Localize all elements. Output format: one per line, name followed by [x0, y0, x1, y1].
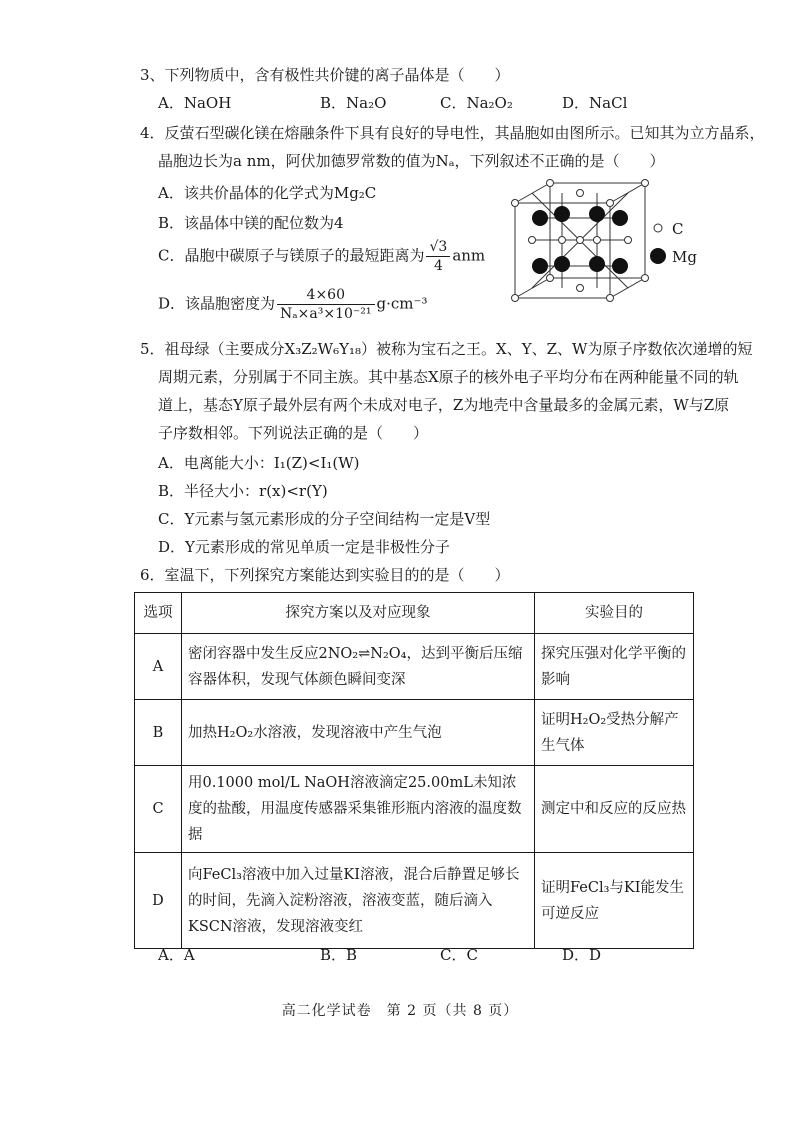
q6-table-row: [135, 634, 694, 700]
q6-table: [134, 592, 694, 949]
q6-header-option: 选项: [135, 593, 182, 634]
q5-option-a: A．电离能大小：I₁(Z)<I₁(W): [158, 454, 360, 472]
q5-stem-line1: 5．祖母绿（主要成分X₃Z₂W₆Y₁₈）被称为宝石之王。X、Y、Z、W为原子序数依次递增的短: [140, 340, 753, 358]
q6-option-b: B．B: [320, 946, 358, 964]
q6-option-a: A．A: [158, 946, 195, 964]
q6-table-row: [135, 766, 694, 853]
q6-row-c-option: C: [135, 766, 182, 853]
q4-option-d-denominator: Nₐ×a³×10⁻²¹: [280, 306, 372, 322]
q4-option-c: [158, 238, 485, 275]
q5-option-b: B．半径大小：r(x)<r(Y): [158, 482, 328, 500]
q6-row-c-plan: 用0.1000 mol/L NaOH溶液滴定25.00mL未知浓度的盐酸，用温度传感器采集锥形瓶内溶液的温度数据: [182, 766, 535, 853]
page-footer: 高二化学试卷 第 2 页（共 8 页）: [281, 1003, 519, 1019]
q6-row-b-plan: 加热H₂O₂水溶液，发现溶液中产生气泡: [182, 700, 535, 766]
q3-option-c: C．Na₂O₂: [440, 94, 513, 112]
q5-option-d: D．Y元素形成的常见单质一定是非极性分子: [158, 538, 450, 556]
q4-option-c-denominator: 4: [433, 258, 443, 274]
q4-option-d: [158, 286, 427, 323]
q5-option-c: C．Y元素与氢元素形成的分子空间结构一定是V型: [158, 510, 491, 528]
q4-option-d-numerator: 4×60: [277, 286, 375, 305]
q4-option-a: A．该共价晶体的化学式为Mg₂C: [158, 184, 377, 202]
q6-row-a-option: A: [135, 634, 182, 700]
q6-header-plan: 探究方案以及对应现象: [182, 593, 535, 634]
q4-option-b: B．该晶体中镁的配位数为4: [158, 214, 344, 232]
q6-header-purpose: 实验目的: [535, 593, 694, 634]
q3-option-d: D．NaCl: [562, 94, 628, 112]
q6-row-d-option: D: [135, 853, 182, 949]
q3-option-a: A．NaOH: [158, 94, 232, 112]
carbon-atoms: [512, 180, 649, 302]
q4-option-c-numerator: √3: [426, 238, 450, 257]
q4-option-c-text: C．晶胞中碳原子与镁原子的最短距离为: [158, 246, 425, 265]
q4-stem-line1: 4．反萤石型碳化镁在熔融条件下具有良好的导电性，其晶胞如由图所示。已知其为立方晶系，: [140, 124, 765, 142]
q3-stem: 3、下列物质中，含有极性共价键的离子晶体是（ ）: [140, 66, 510, 84]
q6-row-b-option: B: [135, 700, 182, 766]
q6-table-row: [135, 853, 694, 949]
q6-row-b-purpose: 证明H₂O₂受热分解产生气体: [535, 700, 694, 766]
q4-option-c-fraction: [426, 238, 450, 275]
crystal-cell-figure: [500, 178, 700, 308]
q4-option-d-text: D．该晶胞密度为: [158, 294, 276, 313]
legend-magnesium-icon: [650, 248, 666, 264]
q4-option-d-fraction: [277, 286, 375, 323]
q4-stem-line2: 晶胞边长为a nm，阿伏加德罗常数的值为Nₐ，下列叙述不正确的是（ ）: [158, 152, 665, 170]
q5-stem-line4: 子序数相邻。下列说法正确的是（ ）: [158, 424, 429, 442]
q6-table-row: [135, 700, 694, 766]
q6-row-a-purpose: 探究压强对化学平衡的影响: [535, 634, 694, 700]
q6-stem: 6．室温下，下列探究方案能达到实验目的的是（ ）: [140, 566, 510, 584]
q3-option-b: B．Na₂O: [320, 94, 387, 112]
q4-option-c-unit: anm: [452, 246, 486, 265]
q6-table-header: [135, 593, 694, 634]
q5-stem-line2: 周期元素，分别属于不同主族。其中基态X原子的核外电子平均分布在两种能量不同的轨: [158, 368, 739, 386]
legend-carbon-icon: [654, 224, 662, 232]
q6-row-d-plan: 向FeCl₃溶液中加入过量KI溶液，混合后静置足够长的时间，先滴入淀粉溶液，溶液变蓝，随后滴入KSCN溶液，发现溶液变红: [182, 853, 535, 949]
q6-row-c-purpose: 测定中和反应的反应热: [535, 766, 694, 853]
q6-option-d: D．D: [562, 946, 602, 964]
legend-carbon-label: C: [672, 220, 684, 238]
q5-stem-line3: 道上，基态Y原子最外层有两个未成对电子，Z为地壳中含量最多的金属元素，W与Z原: [158, 396, 730, 414]
q4-option-d-unit: g·cm⁻³: [376, 294, 428, 313]
q6-row-a-plan: 密闭容器中发生反应2NO₂⇌N₂O₄，达到平衡后压缩容器体积，发现气体颜色瞬间变深: [182, 634, 535, 700]
q6-option-c: C．C: [440, 946, 478, 964]
legend-magnesium-label: Mg: [672, 248, 697, 266]
q6-row-d-purpose: 证明FeCl₃与KI能发生可逆反应: [535, 853, 694, 949]
